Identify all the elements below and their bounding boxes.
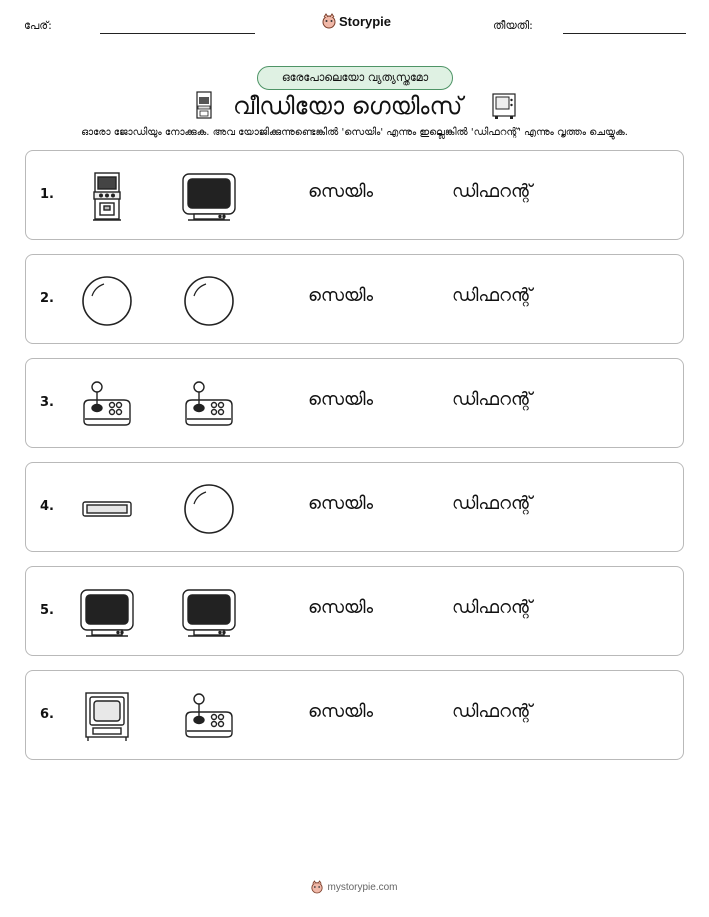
same-option[interactable]: സെയിം <box>308 389 374 410</box>
retro-tv-icon <box>78 691 136 743</box>
name-label: പേര്: <box>24 19 52 32</box>
arcade-cabinet-icon <box>195 91 213 119</box>
date-line <box>563 33 686 34</box>
mascot-icon <box>311 880 323 894</box>
brand-name: Storypie <box>339 13 392 29</box>
joystick-icon <box>180 379 238 431</box>
retro-tv-icon <box>492 93 516 119</box>
question-row <box>25 670 684 760</box>
topic-badge: ഒരേപോലെയോ വ്യത്യസ്തമോ <box>257 66 453 90</box>
question-row <box>25 150 684 240</box>
joystick-icon <box>180 691 238 743</box>
page-title: വീഡിയോ ഗെയിംസ് <box>233 92 463 120</box>
question-number: 3. <box>40 395 54 410</box>
question-row <box>25 358 684 448</box>
question-row <box>25 462 684 552</box>
same-option[interactable]: സെയിം <box>308 181 374 202</box>
name-line <box>100 33 255 34</box>
different-option[interactable]: ഡിഫറന്റ് <box>452 181 533 202</box>
joystick-icon <box>78 379 136 431</box>
crt-monitor-icon <box>180 587 238 639</box>
different-option[interactable]: ഡിഫറന്റ് <box>452 389 533 410</box>
bubble-icon <box>180 275 238 327</box>
different-option[interactable]: ഡിഫറന്റ് <box>452 285 533 306</box>
title-bar <box>0 88 709 124</box>
question-row <box>25 566 684 656</box>
same-option[interactable]: സെയിം <box>308 285 374 306</box>
brand-logo <box>322 13 391 29</box>
footer <box>0 880 709 894</box>
bubble-icon <box>180 483 238 535</box>
instructions: ഓരോ ജോഡിയും നോക്കുക. അവ യോജിക്കുന്നുണ്ടെങ്കിൽ 'സെയിം' എന്നും ഇല്ലെങ്കിൽ 'ഡിഫറന്റ്' എന്നും വൃത്തം ചെയ്യുക. <box>81 127 628 138</box>
question-number: 4. <box>40 499 54 514</box>
different-option[interactable]: ഡിഫറന്റ് <box>452 493 533 514</box>
bubble-icon <box>78 275 136 327</box>
crt-monitor-icon <box>78 587 136 639</box>
worksheet-header <box>0 0 709 50</box>
date-label: തീയതി: <box>493 19 533 32</box>
same-option[interactable]: സെയിം <box>308 597 374 618</box>
question-row <box>25 254 684 344</box>
mascot-icon <box>322 13 336 29</box>
cartridge-icon <box>78 483 136 535</box>
different-option[interactable]: ഡിഫറന്റ് <box>452 597 533 618</box>
question-number: 1. <box>40 187 54 202</box>
footer-url: mystorypie.com <box>327 881 398 893</box>
arcade-cabinet-icon <box>78 171 136 223</box>
different-option[interactable]: ഡിഫറന്റ് <box>452 701 533 722</box>
question-number: 2. <box>40 291 54 306</box>
crt-monitor-icon <box>180 171 238 223</box>
same-option[interactable]: സെയിം <box>308 493 374 514</box>
question-number: 5. <box>40 603 54 618</box>
question-number: 6. <box>40 707 54 722</box>
same-option[interactable]: സെയിം <box>308 701 374 722</box>
